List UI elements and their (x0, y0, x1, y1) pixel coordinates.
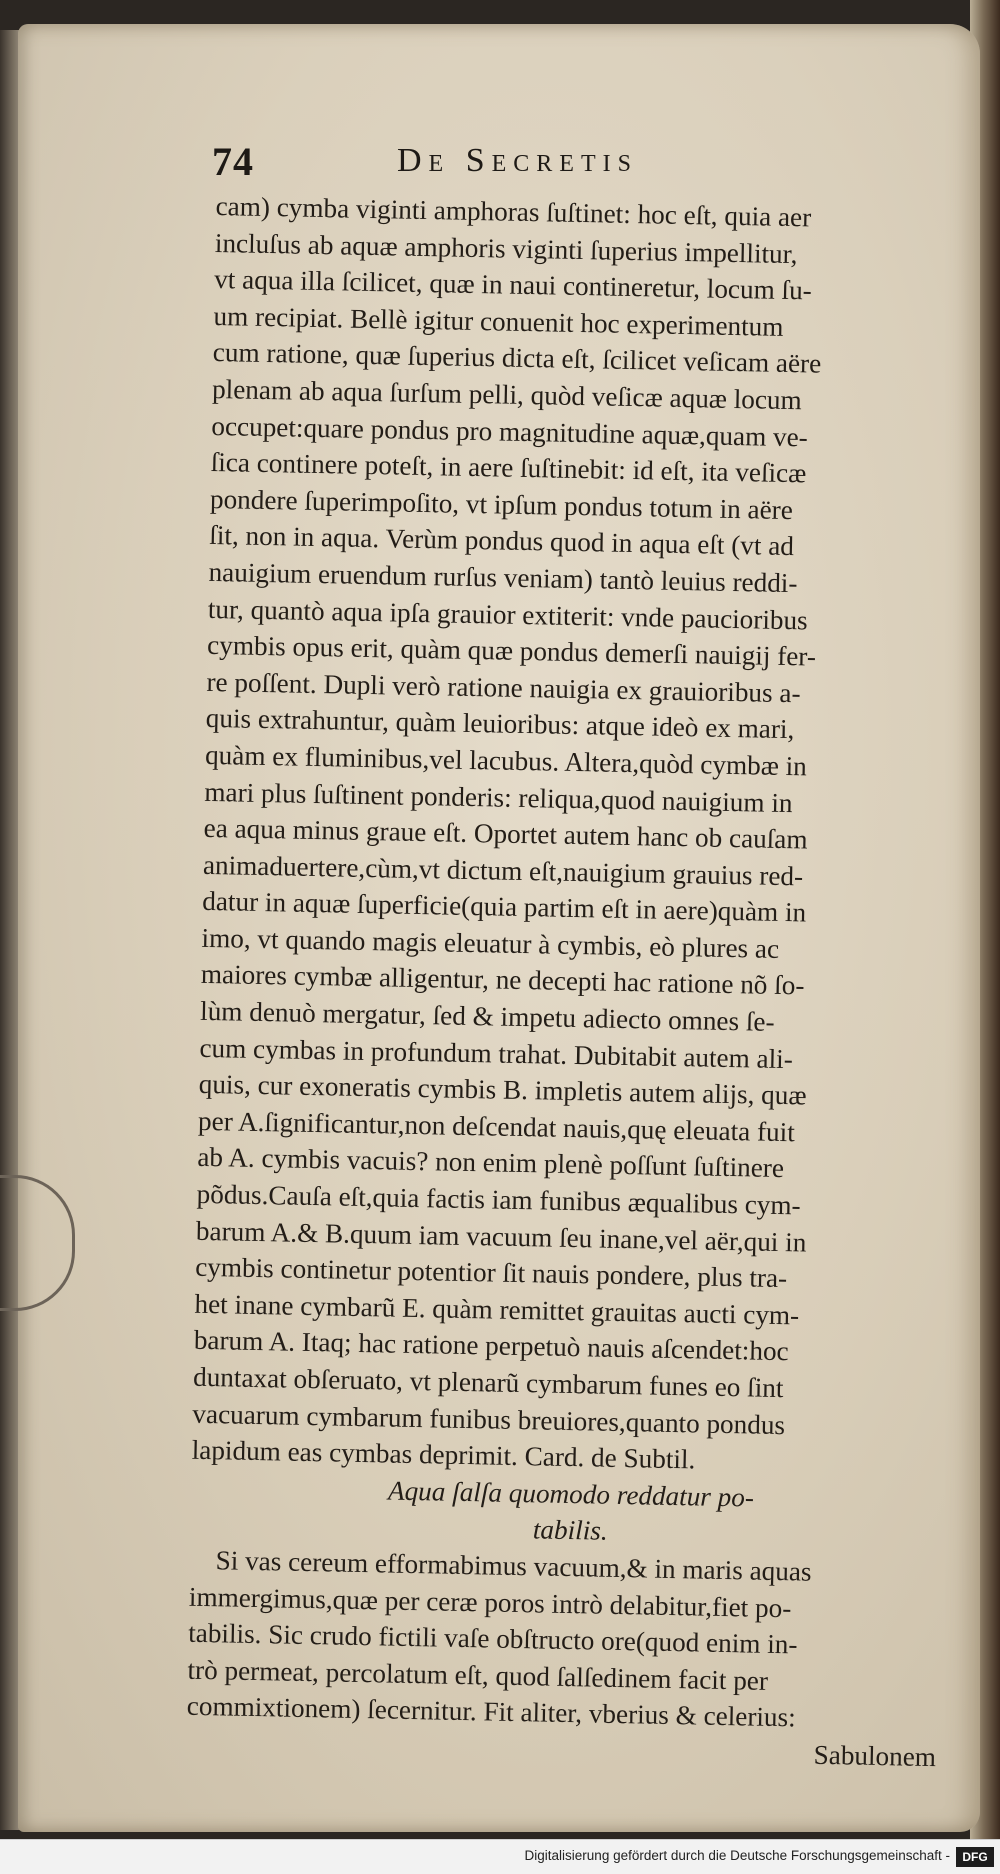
text-line: barum A. Itaq; hac ratione perpetuò nauis aſcendet:hoc (193, 1325, 789, 1367)
section-heading: Aqua ſalſa quomodo reddatur po- (387, 1475, 755, 1513)
catchword: Sabulonem (813, 1739, 937, 1773)
text-line: quis extrahuntur, quàm leuioribus: atque ideò ex mari, (205, 703, 795, 745)
running-title: De Secretis (397, 142, 638, 179)
text-line: datur in aquæ ſuperficie(quia partim eſt in aere)quàm in (202, 886, 807, 928)
text-line: ſica continere poteſt, in aere ſuſtinebit: id eſt, ita veſicæ (210, 447, 807, 489)
text-line: barum A.& B.quum iam vacuum ſeu inane,vel aër,qui in (195, 1215, 807, 1258)
text-line: commixtionem) ſecernitur. Fit aliter, vberius & celerius: (186, 1691, 796, 1733)
text-line: quàm ex fluminibus,vel lacubus. Altera,quòd cymbæ in (204, 739, 808, 782)
text-line: imo, vt quando magis eleuatur à cymbis, eò plures ac (201, 922, 780, 964)
text-line: occupet:quare pondus pro magnitudine aquæ,quam ve- (211, 410, 809, 452)
text-line: nauigium eruendum rurſus veniam) tantò leuius reddi- (208, 556, 798, 599)
footer-bar (0, 1839, 1000, 1874)
text-line: duntaxat obſeruato, vt plenarũ cymbarum funes eo ſint (192, 1361, 784, 1404)
text-line: ſit, non in aqua. Verùm pondus quod in aqua eſt (vt ad (209, 520, 795, 562)
text-line: lapidum eas cymbas deprimit. Card. de Subtil. (191, 1434, 696, 1475)
text-line: ea aqua minus graue eſt. Oportet autem hanc ob cauſam (203, 812, 808, 855)
text-line: per A.ſignificantur,non deſcendat nauis,quę eleuata fuit (197, 1105, 796, 1148)
dfg-logo: DFG (956, 1847, 994, 1867)
text-line: cum ratione, quæ ſuperius dicta eſt, ſcilicet veſicam aëre (212, 337, 822, 380)
text-line: pondere ſuperimpoſito, vt ipſum pondus totum in aëre (209, 483, 794, 525)
text-line: vacuarum cymbarum funibus breuiores,quanto pondus (192, 1398, 786, 1440)
text-line: immergimus,quæ per ceræ poros intrò delabitur,fiet po- (188, 1581, 792, 1623)
text-line: maiores cymbæ alligentur, ne decepti hac ratione nõ ſo- (200, 959, 805, 1001)
page-number: 74 (212, 139, 254, 184)
text-line: animaduertere,cùm,vt dictum eſt,nauigium grauius red- (202, 849, 804, 892)
text-line: tur, quantò aqua ipſa grauior extiterit: vnde paucioribus (207, 593, 808, 635)
text-line: het inane cymbarũ E. quàm remittet grauitas aucti cym- (194, 1288, 800, 1331)
text-line: cymbis opus erit, quàm quæ pondus demerſi nauigij fer- (206, 630, 817, 672)
text-line: cam) cymba viginti amphoras ſuſtinet: hoc eſt, quia aer (215, 190, 812, 233)
text-line: cymbis continetur potentior ſit nauis pondere, plus tra- (194, 1252, 788, 1294)
text-line: plenam ab aqua ſurſum pelli, quòd veſicæ aquæ locum (211, 373, 803, 416)
text-line: tabilis. Sic crudo fictili vaſe obſtructo ore(quod enim in- (187, 1617, 798, 1660)
text-line: vt aqua illa ſcilicet, quæ in naui contineretur, locum ſu- (213, 264, 813, 306)
text-block (186, 188, 976, 1776)
text-line: mari plus ſuſtinent ponderis: reliqua,quod nauigium in (204, 776, 793, 818)
text-line: ab A. cymbis vacuis? non enim plenè poſſunt ſuſtinere (197, 1142, 785, 1184)
text-line: põdus.Cauſa eſt,quia factis iam funibus æqualibus cym- (196, 1178, 801, 1221)
text-line: cum cymbas in profundum trahat. Dubitabit autem ali- (199, 1032, 794, 1074)
section-heading: tabilis. (532, 1514, 608, 1547)
text-line: lùm denuò mergatur, ſed & impetu adiecto omnes ſe- (199, 995, 775, 1037)
text-line: quis, cur exoneratis cymbis B. impletis autem alijs, quæ (198, 1069, 807, 1111)
funding-text: Digitalisierung gefördert durch die Deutsche Forschungsgemeinschaft - (524, 1848, 950, 1863)
text-line: trò permeat, percolatum eſt, quod ſalſedinem facit per (187, 1654, 769, 1696)
text-line: um recipiat. Bellè igitur conuenit hoc experimentum (213, 300, 784, 342)
text-line: Si vas cereum efformabimus vacuum,& in maris aquas (215, 1545, 812, 1587)
text-line: re poſſent. Dupli verò ratione nauigia ex grauioribus a- (206, 666, 801, 709)
text-line: incluſus ab aquæ amphoris viginti ſuperius impellitur, (214, 227, 798, 269)
